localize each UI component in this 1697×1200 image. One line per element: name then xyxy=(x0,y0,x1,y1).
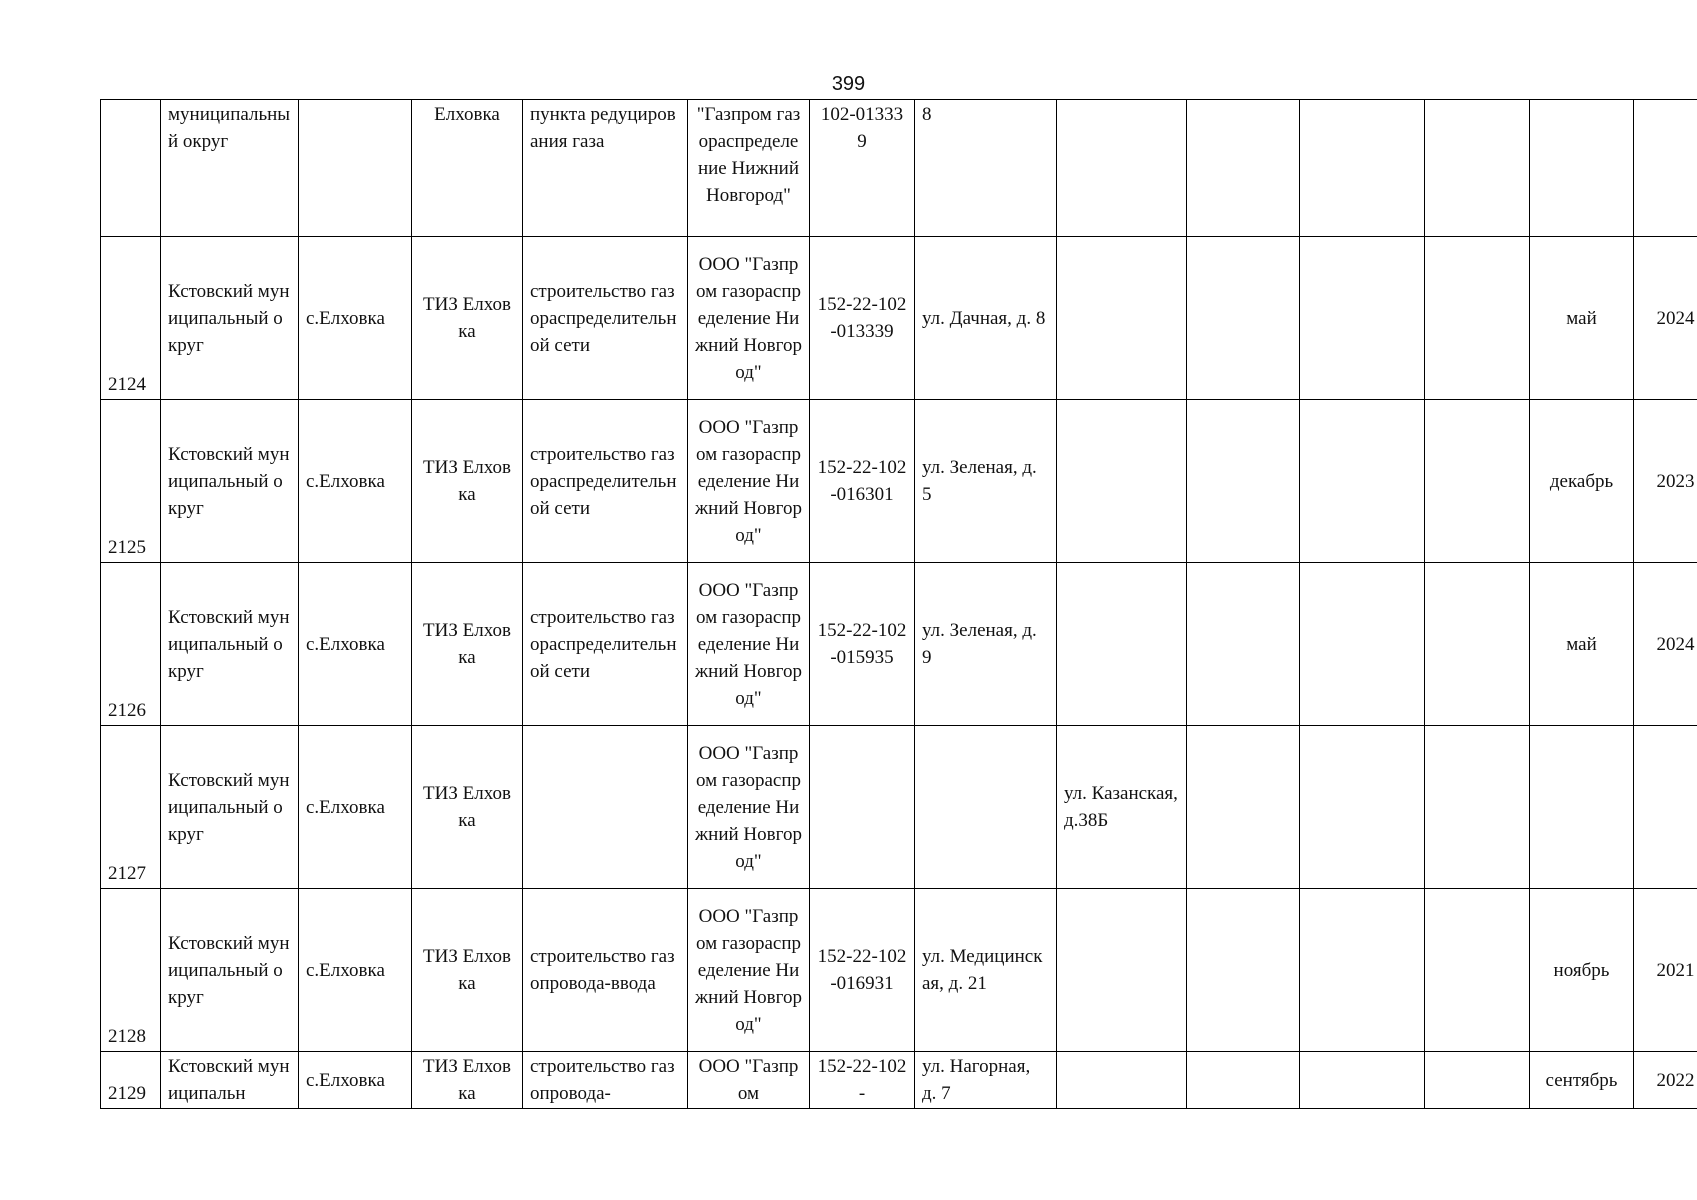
cell-number: 2125 xyxy=(101,400,161,563)
cell-permit-number: 152-22-102-015935 xyxy=(810,563,915,726)
cell-object: ТИЗ Елховка xyxy=(412,400,523,563)
cell-permit-number: 102-013339 xyxy=(810,100,915,237)
cell-address-1: ул. Дачная, д. 8 xyxy=(915,237,1057,400)
cell-address-1: ул. Зеленая, д. 5 xyxy=(915,400,1057,563)
cell-col-10 xyxy=(1187,237,1300,400)
cell-permit-number: 152-22-102- xyxy=(810,1052,915,1109)
cell-year: 2024 xyxy=(1634,563,1697,726)
cell-col-12 xyxy=(1425,563,1530,726)
cell-month: май xyxy=(1530,563,1634,726)
cell-settlement: с.Елховка xyxy=(299,726,412,889)
cell-col-10 xyxy=(1187,726,1300,889)
cell-year: 2022 xyxy=(1634,1052,1697,1109)
cell-organization: ООО "Газпром газораспределение Нижний Новгород" xyxy=(688,889,810,1052)
cell-year: 2024 xyxy=(1634,237,1697,400)
cell-organization: ООО "Газпром xyxy=(688,1052,810,1109)
cell-object: ТИЗ Елховка xyxy=(412,1052,523,1109)
cell-settlement: с.Елховка xyxy=(299,1052,412,1109)
cell-address-1 xyxy=(915,726,1057,889)
cell-col-12 xyxy=(1425,100,1530,237)
cell-work-type: строительство газопровода- xyxy=(523,1052,688,1109)
cell-number xyxy=(101,100,161,237)
cell-object: ТИЗ Елховка xyxy=(412,889,523,1052)
cell-col-11 xyxy=(1300,726,1425,889)
cell-month xyxy=(1530,100,1634,237)
cell-address-2: ул. Казанская, д.38Б xyxy=(1057,726,1187,889)
cell-permit-number xyxy=(810,726,915,889)
cell-object: ТИЗ Елховка xyxy=(412,726,523,889)
cell-number: 2126 xyxy=(101,563,161,726)
cell-col-11 xyxy=(1300,400,1425,563)
cell-object: ТИЗ Елховка xyxy=(412,563,523,726)
cell-number: 2127 xyxy=(101,726,161,889)
page-number: 399 xyxy=(831,73,866,95)
cell-settlement: с.Елховка xyxy=(299,563,412,726)
cell-address-2 xyxy=(1057,400,1187,563)
cell-col-11 xyxy=(1300,889,1425,1052)
cell-district: Кстовский муниципальн xyxy=(161,1052,299,1109)
cell-col-11 xyxy=(1300,1052,1425,1109)
cell-col-12 xyxy=(1425,400,1530,563)
cell-col-10 xyxy=(1187,1052,1300,1109)
cell-district: муниципальный округ xyxy=(161,100,299,237)
table-row xyxy=(101,237,1697,400)
cell-col-12 xyxy=(1425,889,1530,1052)
cell-col-11 xyxy=(1300,237,1425,400)
cell-object: Елховка xyxy=(412,100,523,237)
cell-organization: "Газпром газораспределение Нижний Новгород" xyxy=(688,100,810,237)
cell-number: 2129 xyxy=(101,1052,161,1109)
cell-month: сентябрь xyxy=(1530,1052,1634,1109)
cell-month xyxy=(1530,726,1634,889)
cell-col-10 xyxy=(1187,400,1300,563)
cell-district: Кстовский муниципальный округ xyxy=(161,237,299,400)
cell-month: ноябрь xyxy=(1530,889,1634,1052)
cell-settlement: с.Елховка xyxy=(299,889,412,1052)
cell-organization: ООО "Газпром газораспределение Нижний Новгород" xyxy=(688,400,810,563)
cell-address-2 xyxy=(1057,563,1187,726)
register-table xyxy=(100,99,1697,1109)
table-row xyxy=(101,100,1697,237)
cell-address-2 xyxy=(1057,100,1187,237)
cell-col-10 xyxy=(1187,100,1300,237)
cell-permit-number: 152-22-102-016931 xyxy=(810,889,915,1052)
cell-number: 2124 xyxy=(101,237,161,400)
cell-work-type: строительство газораспределительной сети xyxy=(523,237,688,400)
cell-settlement: с.Елховка xyxy=(299,237,412,400)
cell-number: 2128 xyxy=(101,889,161,1052)
cell-col-10 xyxy=(1187,889,1300,1052)
cell-year xyxy=(1634,100,1697,237)
cell-work-type: строительство газопровода-ввода xyxy=(523,889,688,1052)
cell-organization: ООО "Газпром газораспределение Нижний Новгород" xyxy=(688,237,810,400)
table-row xyxy=(101,726,1697,889)
cell-work-type: строительство газораспределительной сети xyxy=(523,563,688,726)
cell-address-2 xyxy=(1057,889,1187,1052)
cell-year: 2021 xyxy=(1634,889,1697,1052)
cell-col-12 xyxy=(1425,1052,1530,1109)
cell-district: Кстовский муниципальный округ xyxy=(161,563,299,726)
cell-address-1: ул. Нагорная, д. 7 xyxy=(915,1052,1057,1109)
cell-work-type: пункта редуцирования газа xyxy=(523,100,688,237)
cell-work-type xyxy=(523,726,688,889)
cell-col-11 xyxy=(1300,563,1425,726)
cell-year xyxy=(1634,726,1697,889)
cell-col-12 xyxy=(1425,726,1530,889)
cell-address-1: 8 xyxy=(915,100,1057,237)
cell-col-11 xyxy=(1300,100,1425,237)
cell-month: май xyxy=(1530,237,1634,400)
table-row xyxy=(101,563,1697,726)
cell-address-2 xyxy=(1057,237,1187,400)
cell-year: 2023 xyxy=(1634,400,1697,563)
table-row xyxy=(101,1052,1697,1109)
cell-address-2 xyxy=(1057,1052,1187,1109)
cell-settlement xyxy=(299,100,412,237)
cell-col-12 xyxy=(1425,237,1530,400)
cell-work-type: строительство газораспределительной сети xyxy=(523,400,688,563)
cell-organization: ООО "Газпром газораспределение Нижний Новгород" xyxy=(688,726,810,889)
cell-district: Кстовский муниципальный округ xyxy=(161,889,299,1052)
table-row xyxy=(101,889,1697,1052)
cell-permit-number: 152-22-102-013339 xyxy=(810,237,915,400)
cell-district: Кстовский муниципальный округ xyxy=(161,726,299,889)
cell-permit-number: 152-22-102-016301 xyxy=(810,400,915,563)
cell-settlement: с.Елховка xyxy=(299,400,412,563)
cell-address-1: ул. Медицинская, д. 21 xyxy=(915,889,1057,1052)
cell-object: ТИЗ Елховка xyxy=(412,237,523,400)
cell-col-10 xyxy=(1187,563,1300,726)
cell-address-1: ул. Зеленая, д. 9 xyxy=(915,563,1057,726)
table-row xyxy=(101,400,1697,563)
cell-month: декабрь xyxy=(1530,400,1634,563)
cell-organization: ООО "Газпром газораспределение Нижний Новгород" xyxy=(688,563,810,726)
cell-district: Кстовский муниципальный округ xyxy=(161,400,299,563)
